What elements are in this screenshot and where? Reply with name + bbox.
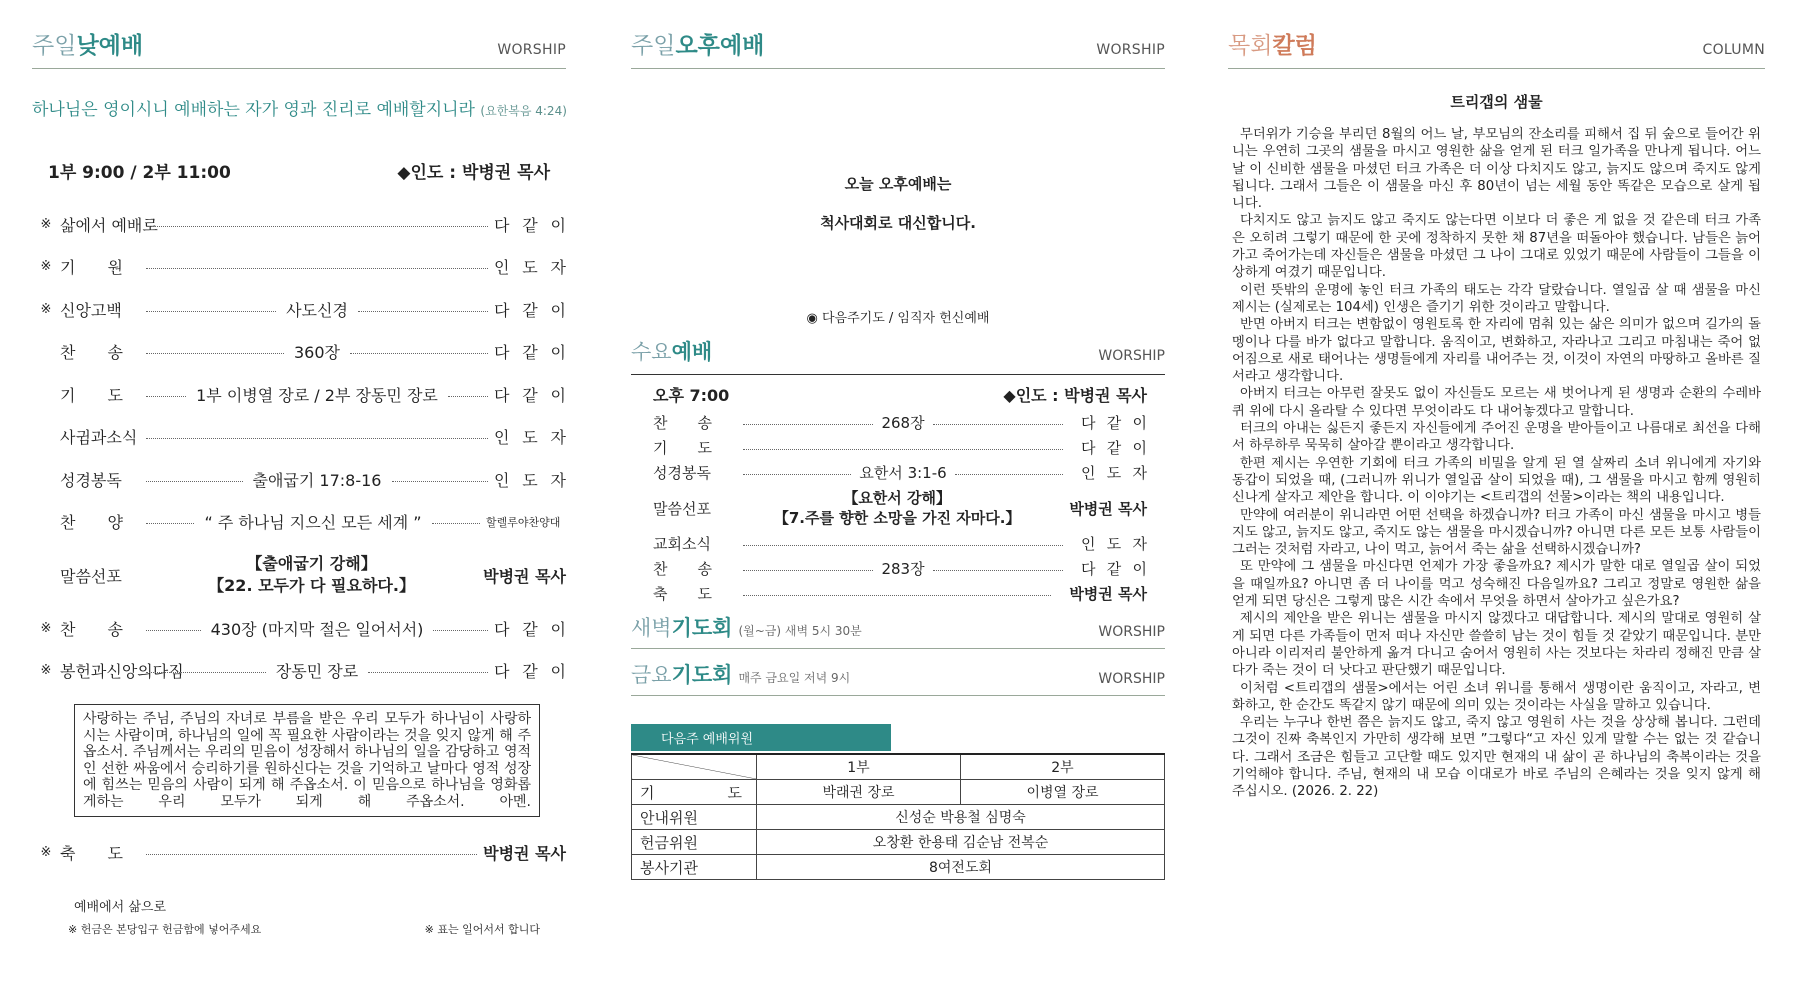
column-tag: COLUMN (1702, 42, 1765, 58)
order-responsible: 인 도 자 (494, 470, 567, 490)
header-bold: 낮예배 (76, 33, 144, 59)
order-mark: ※ (40, 216, 52, 232)
column-paragraph: 무더위가 기승을 부리던 8월의 어느 날, 부모님의 잔소리를 피해서 집 뒤 숲으로 들어간 위니는 우연히 그곳의 샘물을 마시고 영원한 삶을 얻게 된 터크 일가족을 만나게 됩니다. 어느 날 이 신비한 샘물을 마셨던 터크 가족은 더 이상 다치지도 않고, 늙지도 않으며 죽지도 않게 됩니다. 그래서 그들은 이 샘물을 마신 후 80년이 넘는 세월 동안 똑같은 모습으로 살게 됩니다. (1232, 127, 1761, 212)
dot-leader (146, 481, 243, 482)
sermon-label: 말씀선포 (60, 566, 122, 586)
order-row (32, 246, 566, 289)
order-mark: ※ (40, 663, 52, 679)
section-header-wednesday: 수요예배 WORSHIP (631, 340, 1165, 364)
table-row: 봉사기관 8여전도회 (632, 855, 1165, 880)
dot-leader (146, 672, 266, 673)
dot-leader (448, 396, 488, 397)
afternoon-column (598, 0, 1198, 992)
afternoon-message-2: 척사대회로 대신합니다. (820, 214, 976, 232)
order-responsible: 다 같 이 (494, 662, 566, 682)
table-row: 기 도 박래권 장로 이병열 장로 (632, 780, 1165, 805)
table-row: 안내위원 신성순 박용철 심명숙 (632, 805, 1165, 830)
wednesday-responsible: 다 같 이 (1081, 560, 1147, 578)
notes-footer (32, 915, 566, 937)
order-detail: 장동민 장로 (275, 662, 359, 682)
wednesday-row (631, 581, 1165, 606)
wednesday-responsible: 다 같 이 (1081, 414, 1147, 432)
column-paragraph: 터크의 아내는 싫든지 좋든지 자신들에게 주어진 운명을 받아들이고 나름대로 최선을 다해서 하루하루 묵묵히 살아갈 뿐이라고 생각합니다. (1232, 421, 1761, 454)
pastor-column (1198, 0, 1795, 992)
order-row (32, 416, 566, 459)
dot-leader (743, 595, 1051, 596)
committee-table (631, 753, 1165, 880)
wednesday-row (631, 410, 1165, 435)
wednesday-name: 찬 송 (653, 560, 712, 578)
order-name: 신앙고백 (60, 300, 122, 320)
wednesday-row (631, 531, 1165, 556)
dot-leader (146, 353, 284, 354)
section-header-dawn-prayer: 새벽기도회 (월~금) 새벽 5시 30분 WORSHIP (631, 610, 1165, 649)
sunday-morning-column (0, 0, 598, 992)
worship-tag: WORSHIP (1096, 42, 1165, 58)
wednesday-responsible: 박병권 목사 (1069, 585, 1147, 603)
order-name: 찬 양 (60, 513, 123, 533)
order-responsible: 다 같 이 (494, 619, 566, 639)
service-time-line (32, 158, 566, 183)
wednesday-leader: ◆인도 : 박병권 목사 (1003, 386, 1147, 405)
column-paragraph: 만약에 여러분이 위니라면 어떤 선택을 하겠습니까? 터크 가족이 마신 샘물을 마시고 병들지도 않고, 늙지도 않고, 죽지도 않는 샘물을 마시겠습니까? 아니면 다른 모든 보통 사람들이 그러는 것처럼 자라고, 나이 먹고, 늙어서 죽는 삶을 선택하시겠습니까? (1232, 507, 1761, 558)
dot-leader (146, 311, 276, 312)
order-detail: 360장 (294, 343, 340, 363)
dot-leader (955, 474, 1063, 475)
dot-leader (743, 449, 1063, 450)
section-header-sunday-afternoon: 주일오후예배 WORSHIP (631, 24, 1165, 69)
standing-note: ※ 표는 일어서서 합니다 (424, 922, 540, 936)
wednesday-name: 성경봉독 (653, 464, 711, 482)
dot-leader (433, 630, 488, 631)
dot-leader (146, 523, 194, 524)
dot-leader (743, 424, 873, 425)
wednesday-name: 찬 송 (653, 414, 712, 432)
column-paragraph: 우리는 누구나 한번 쯤은 늙지도 않고, 죽지 않고 영원히 사는 것을 상상해 봅니다. 그런데 그것이 진짜 축복인지 가만히 생각해 보면 ”그렇다“고 자신 있게 말할 수는 없는 것 같습니다. 그래서 조금은 힘들고 고단할 때도 있지만 현재의 내 삶이 곧 하나님의 축복이라는 것을 기억해야 합니다. 주님, 현재의 내 모습 이대로가 바로 주님의 은혜라는 것을 잊지 않게 해 주십시오. (2026. 2. 22) (1232, 715, 1761, 800)
motto-verse (32, 95, 566, 120)
wednesday-sermon-row: 말씀선포 【요한서 강해】 【7.주를 향한 소망을 가진 자마다.】 박병권 목사 (653, 489, 1147, 527)
column-paragraph: 한편 제시는 우연한 기회에 터크 가족의 비밀을 알게 된 열 살짜리 소녀 위니에게 자기와 동갑이 되었을 때, (그러니까 위니가 열일곱 살이 되었을 때), 그 샘물을 마시고 함께 영원히 신나게 살자고 제안을 합니다. 이 이야기는 <트리갭의 선물>이라는 책의 내용입니다. (1232, 455, 1761, 506)
dot-leader (146, 268, 488, 269)
dot-leader (146, 396, 186, 397)
wednesday-responsible: 인 도 자 (1081, 464, 1147, 482)
order-detail: “ 주 하나님 지으신 모든 세계 ” (204, 513, 422, 533)
section-header-column: 목회칼럼 COLUMN (1228, 24, 1765, 69)
dot-leader (743, 474, 851, 475)
dot-leader (432, 523, 480, 524)
order-name: 봉헌과신앙의다짐 (60, 662, 184, 682)
order-mark: ※ (40, 259, 52, 275)
dot-leader (743, 545, 1063, 546)
wednesday-name: 축 도 (653, 585, 712, 603)
column-paragraph: 이처럼 <트리갭의 샘물>에서는 어린 소녀 위니를 통해서 생명이란 움직이고, 자라고, 변화하고, 한 순간도 똑같지 않기 때문에 의미 있는 것이라는 사실을 말하고 있습니다. (1232, 680, 1761, 713)
worship-tag: WORSHIP (497, 42, 566, 58)
column-paragraph: 또 만약에 그 샘물을 마신다면 언제가 가장 좋을까요? 제시가 말한 대로 열일곱 살이 되었을 때일까요? 아니면 좀 더 나이를 먹고 성숙해진 다음일까요? 그리고 정말로 영원한 삶을 얻게 되면 당신은 그렇게 많은 시간 속에서 무엇을 하면서 살아가고 싶은가요? (1232, 559, 1761, 610)
service-leader: ◆인도 : 박병권 목사 (397, 163, 550, 183)
wednesday-name: 교회소식 (653, 535, 711, 553)
order-row (32, 607, 566, 650)
order-row (32, 650, 566, 693)
order-mark: ※ (40, 620, 52, 636)
order-responsible: 다 같 이 (494, 215, 566, 235)
order-row (32, 458, 566, 501)
note-worship-to-life: 예배에서 삶으로 (74, 899, 167, 915)
order-name: 기 도 (60, 385, 123, 405)
order-responsible: 할렐루야찬양대 (486, 515, 561, 529)
dot-leader (146, 630, 201, 631)
sermon-preacher: 박병권 목사 (483, 566, 566, 586)
wednesday-detail: 요한서 3:1-6 (859, 464, 947, 482)
order-responsible: 다 같 이 (494, 343, 566, 363)
order-detail: 사도신경 (286, 300, 348, 320)
wednesday-name: 기 도 (653, 439, 712, 457)
order-row (32, 203, 566, 246)
order-name: 성경봉독 (60, 470, 122, 490)
order-detail: 430장 (마지막 절은 일어서서) (210, 619, 424, 639)
dot-leader (933, 570, 1063, 571)
column-paragraph: 아버지 터크는 아무런 잘못도 없이 자신들도 모르는 새 벗어나게 된 생명과 순환의 수레바퀴 위에 다시 올라탈 수 있다면 무엇이라도 다 내어놓겠다고 말합니다. (1232, 386, 1761, 419)
order-responsible: 인 도 자 (494, 258, 566, 278)
order-name: 찬 송 (60, 619, 123, 639)
order-row (32, 373, 566, 416)
table-header-row (632, 754, 1165, 780)
header-light: 주일 (32, 33, 77, 59)
order-of-worship-2 (32, 607, 566, 692)
wednesday-time: 오후 7:00 (653, 386, 730, 405)
prayer-box (74, 704, 540, 817)
order-name: 삶에서 예배로 (60, 215, 158, 235)
wednesday-row (631, 556, 1165, 581)
column-paragraph: 제시의 제안을 받은 위니는 샘물을 마시지 않겠다고 대답합니다. 제시의 말대로 영원히 살게 되면 다른 가족들이 먼저 떠나 자신만 쓸쓸히 남는 것이 힘들 것 같았기 때문입니다. 분만 아니라 이리저리 불안하게 옮겨 다니고 숨어서 영원히 사는 것보다는 차라리 정해진 만큼 살다가 죽는 것이 더 낫다고 판단했기 때문입니다. (1232, 611, 1761, 679)
motto-text: 하나님은 영이시니 예배하는 자가 영과 진리로 예배할지니라 (32, 100, 475, 120)
dot-leader (358, 311, 488, 312)
header-part2: 2부 (960, 754, 1164, 780)
column-paragraph: 반면 아버지 터크는 변함없이 영원토록 한 자리에 멈춰 있는 삶은 의미가 없으며 길가의 돌멩이나 다를 바가 없다고 말합니다. 움직이고, 변화하고, 자라나고 그리고 마침내는 죽어 없어짐으로 새로 태어나는 생명들에게 자리를 내어주는 것, 이것이 자연의 마땅하고 올바른 질서라고 생각합니다. (1232, 317, 1761, 385)
next-week-prayer: ◉ 다음주기도 / 임직자 헌신예배 (806, 311, 990, 326)
dot-leader (392, 481, 489, 482)
sermon-title: 【출애굽기 강해】 【22. 모두가 다 필요하다.】 (208, 554, 415, 595)
order-detail: 1부 이병열 장로 / 2부 장동민 장로 (196, 385, 438, 405)
dot-leader (368, 672, 488, 673)
order-name: 찬 송 (60, 343, 123, 363)
column-paragraph: 다치지도 않고 늙지도 않고 죽지도 않는다면 이보다 더 좋은 게 없을 것 같은데 터크 가족은 오히려 그렇기 때문에 한 곳에 정착하지 못한 채 87년을 떠돌아야 했습니다. 남들은 늙어가고 죽어가는데 자신들은 샘물을 마셨던 그 나이 그대로 있었기 때문에 사람들이 그들을 이상하게 여겼기 때문입니다. (1232, 213, 1761, 281)
column-body (1228, 126, 1765, 801)
order-name: 사귐과소식 (60, 428, 138, 448)
offering-note: ※ 헌금은 본당입구 헌금함에 넣어주세요 (68, 922, 262, 936)
wednesday-order (631, 410, 1165, 485)
order-name: 기 원 (60, 258, 123, 278)
sermon-row (32, 543, 566, 607)
prayer-text: 사랑하는 주님, 주님의 자녀로 부름을 받은 우리 모두가 하나님이 사랑하시는 사람이며, 하나님의 일에 꼭 필요한 사람이라는 것을 잊지 않게 해 주옵소서. 주님께서는 우리의 믿음이 성장해서 하나님의 일을 감당하고 영적인 선한 싸움에서 승리하기를 원하신다는 것을 기억하고 날마다 영적 성장에 힘쓰는 믿음의 사람이 되게 해 주옵소서. 이 믿음으로 하나님을 영화롭게하는 우리 모두가 되게 해 주옵소서. 아멘. (83, 711, 531, 810)
order-responsible: 다 같 이 (494, 385, 566, 405)
section-header-sunday-morning (32, 24, 566, 69)
order-detail: 출애굽기 17:8-16 (252, 470, 382, 490)
order-row (32, 288, 566, 331)
order-responsible: 다 같 이 (494, 300, 567, 320)
committee-section (631, 724, 1165, 880)
wednesday-detail: 268장 (881, 414, 925, 432)
dot-leader (146, 438, 488, 439)
motto-reference: (요한복음 4:24) (480, 104, 567, 118)
wednesday-detail: 283장 (881, 560, 925, 578)
service-time: 1부 9:00 / 2부 11:00 (48, 163, 231, 183)
dot-leader (933, 424, 1063, 425)
wednesday-row (631, 435, 1165, 460)
order-row (32, 501, 566, 544)
committee-label: 다음주 예배위원 (631, 724, 891, 751)
order-row (32, 331, 566, 374)
wednesday-row (631, 460, 1165, 485)
table-row: 헌금위원 오창환 한용태 김순남 전복순 (632, 830, 1165, 855)
benediction-row: ※ 축 도 박병권 목사 (32, 831, 566, 874)
section-header-friday-prayer: 금요기도회 매주 금요일 저녁 9시 WORSHIP (631, 657, 1165, 696)
column-paragraph: 이런 뜻밖의 운명에 놓인 터크 가족의 태도는 각각 달랐습니다. 열일곱 살 때 샘물을 마신 제시는 (실제로는 104세) 인생은 즐기기 위한 것이라고 말합니다. (1232, 282, 1761, 315)
wednesday-time-line (631, 374, 1165, 406)
wednesday-responsible: 다 같 이 (1081, 439, 1147, 457)
benediction-label: 축 도 (60, 843, 123, 863)
dot-leader (743, 570, 873, 571)
afternoon-message-1: 오늘 오후예배는 (844, 175, 952, 193)
order-mark: ※ (40, 301, 52, 317)
wednesday-responsible: 인 도 자 (1081, 535, 1147, 553)
header-part1: 1부 (757, 754, 961, 780)
wednesday-sermon-title: 【요한서 강해】 【7.주를 향한 소망을 가진 자마다.】 (773, 489, 1021, 527)
order-of-worship (32, 203, 566, 543)
dot-leader (146, 226, 488, 227)
benediction-leader: 박병권 목사 (483, 843, 566, 863)
order-responsible: 인 도 자 (494, 428, 566, 448)
dot-leader (350, 353, 488, 354)
column-title: 트리갭의 샘물 (1450, 93, 1543, 111)
wednesday-order-2 (631, 531, 1165, 606)
